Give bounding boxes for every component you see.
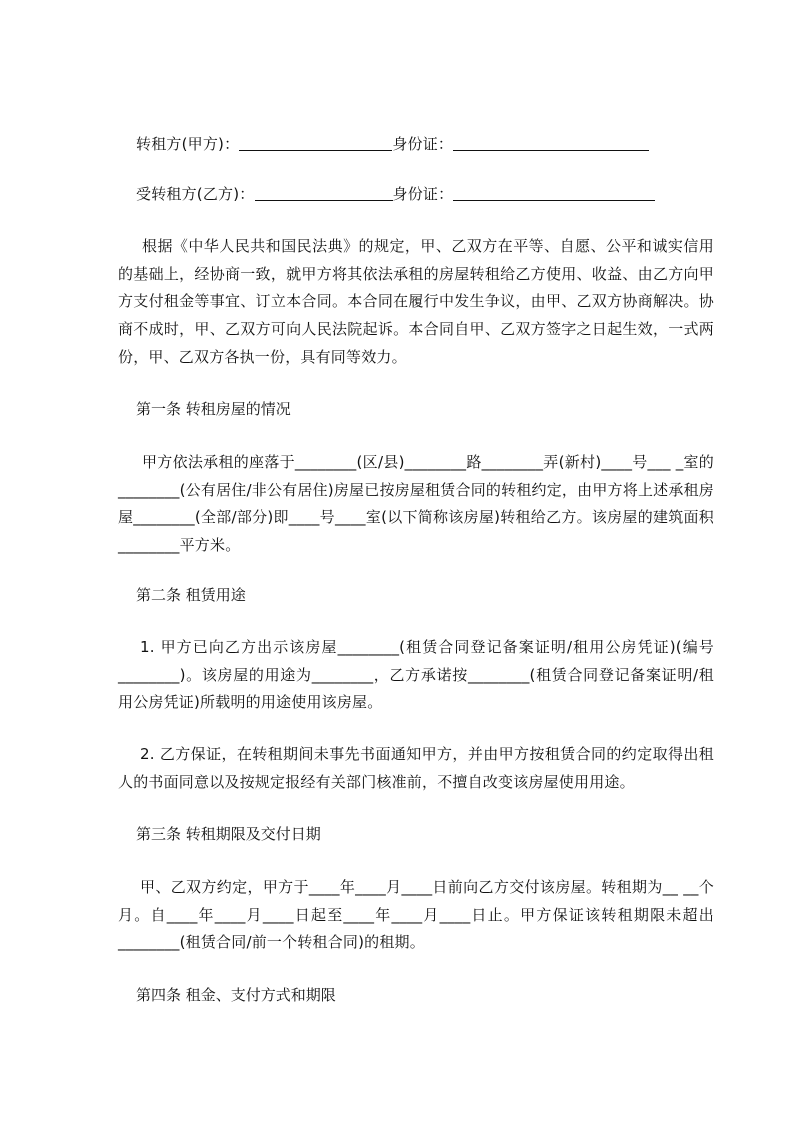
lessee-id-label: 身份证： <box>392 185 454 203</box>
article-2-heading: 第二条 租赁用途 <box>136 586 246 604</box>
article-1-heading: 第一条 转租房屋的情况 <box>136 400 291 418</box>
article-3-paragraph: 甲、乙双方约定，甲方于____年____月____日前向乙方交付该房屋。转租期为__ __个月。自____年____月____日起至____年____月____日止。甲方保证该转租期限未超出________(租赁合同/前一个转租合同)的租期。 <box>118 878 714 952</box>
lessor-line <box>136 131 649 157</box>
article-2-paragraph-2: 2. 乙方保证，在转租期间未事先书面通知甲方，并由甲方按租赁合同的约定取得出租人的书面同意以及按规定报经有关部门核准前，不擅自改变该房屋使用用途。 <box>118 745 714 791</box>
article-2-paragraph-1: 1. 甲方已向乙方出示该房屋________(租赁合同登记备案证明/租用公房凭证)(编号________)。该房屋的用途为________，乙方承诺按________(租赁合同登记备案证明/租用公房凭证)所载明的用途使用该房屋。 <box>118 638 714 712</box>
lessee-id-blank <box>453 184 655 201</box>
lessor-id-blank <box>453 134 649 151</box>
preamble-paragraph: 根据《中华人民共和国民法典》的规定，甲、乙双方在平等、自愿、公平和诚实信用的基础上，经协商一致，就甲方将其依法承租的房屋转租给乙方使用、收益、由乙方向甲方支付租金等事宜、订立本合同。本合同在履行中发生争议，由甲、乙双方协商解决。协商不成时，甲、乙双方可向人民法院起诉。本合同自甲、乙双方签字之日起生效，一式两份，甲、乙双方各执一份，具有同等效力。 <box>118 237 714 366</box>
lessor-name-blank <box>239 134 392 151</box>
lessor-label: 转租方(甲方)： <box>136 135 240 153</box>
lessee-line <box>136 181 655 207</box>
lessee-label: 受转租方(乙方)： <box>136 185 255 203</box>
lessee-name-blank <box>255 184 393 201</box>
article-3-heading: 第三条 转租期限及交付日期 <box>136 825 321 843</box>
lessor-id-label: 身份证： <box>392 135 454 153</box>
article-4-heading: 第四条 租金、支付方式和期限 <box>136 986 336 1004</box>
article-1-paragraph: 甲方依法承租的座落于________(区/县)________路________弄(新村)____号___ _室的________(公有居住/非公有居住)房屋已按房屋租赁合同的转租约定，由甲方将上述承租房屋________(全部/部分)即____号____室(以下简称该房屋)转租给乙方。该房屋的建筑面积________平方米。 <box>118 453 714 555</box>
